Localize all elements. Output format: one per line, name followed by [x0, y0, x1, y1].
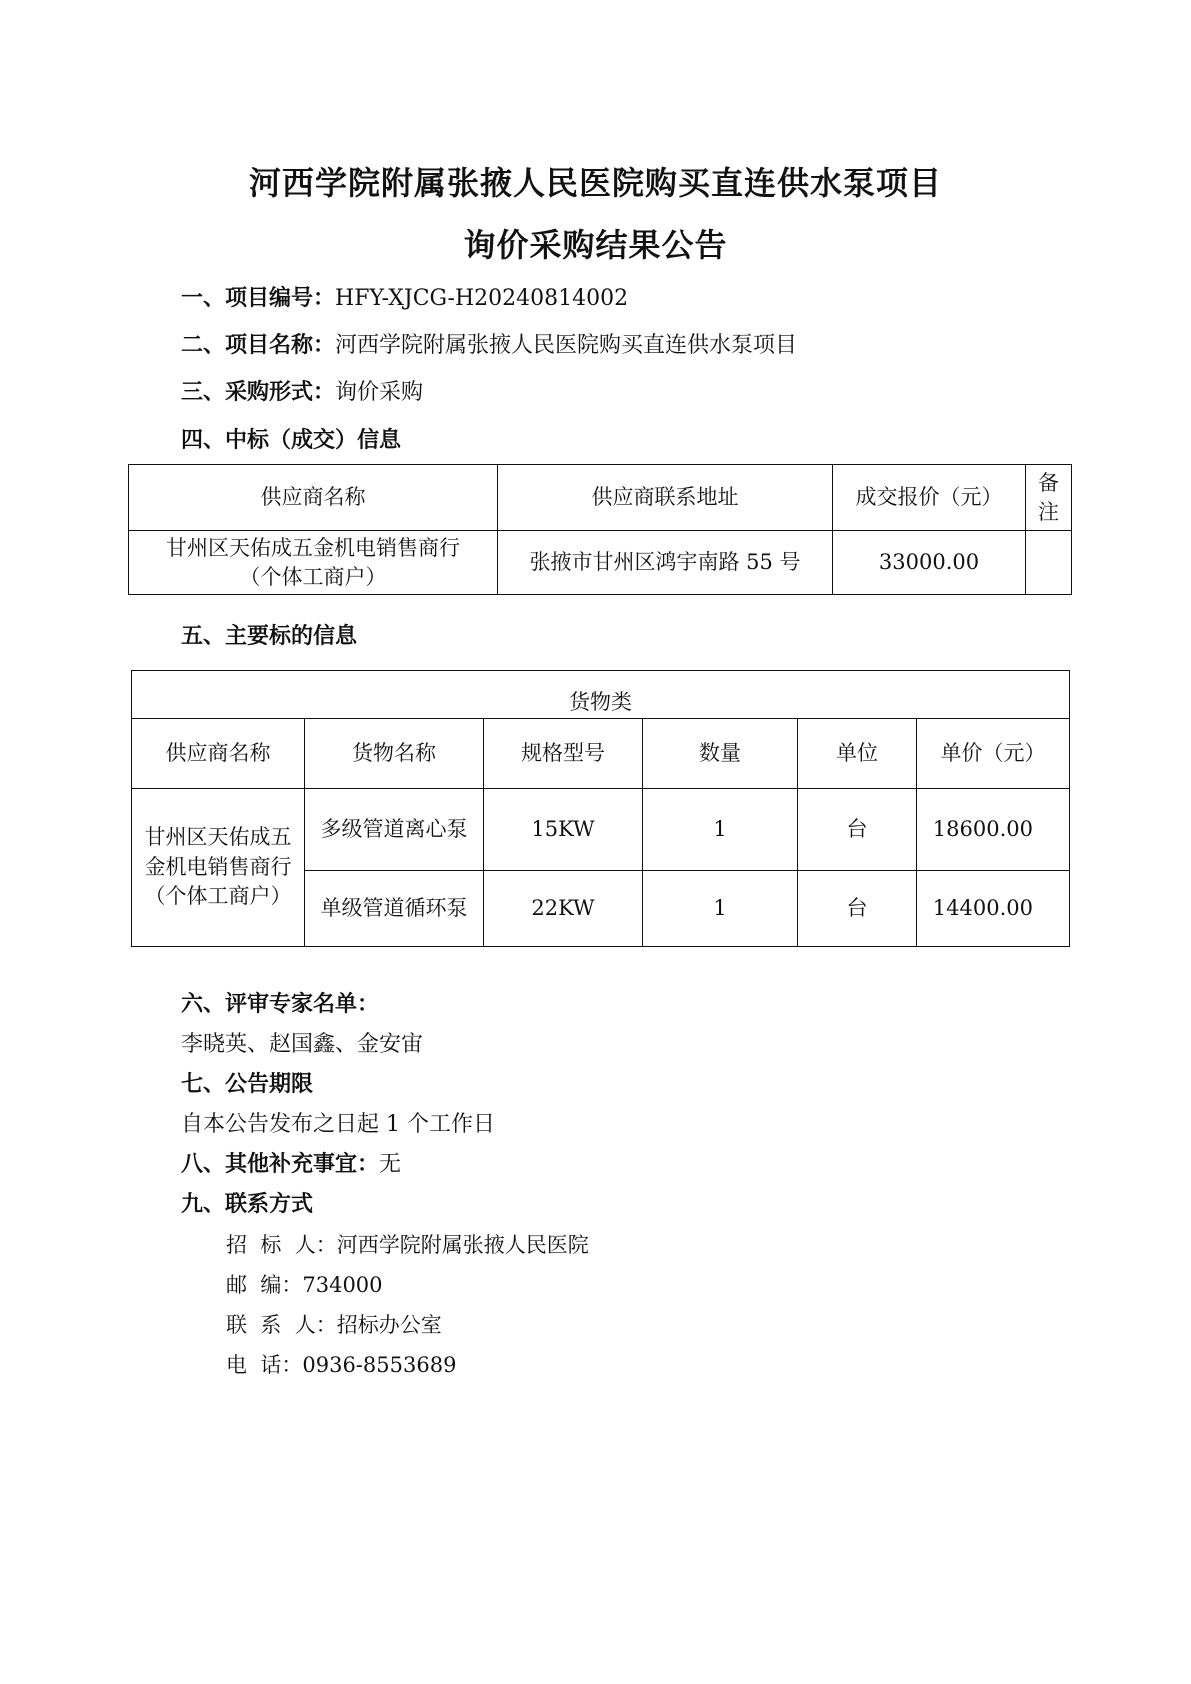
- goods-category-row: [132, 671, 1070, 719]
- project-name: [181, 328, 797, 359]
- contact-tenderer: [226, 1229, 589, 1259]
- award-header-address: 供应商联系地址: [498, 465, 833, 531]
- goods-supplier-line1: 甘州区天佑成五: [144, 825, 292, 850]
- other-matters-heading: 八、其他补充事宜：: [181, 1152, 380, 1177]
- award-header-price: 成交报价（元）: [833, 465, 1026, 531]
- goods-item-spec: 22KW: [484, 871, 643, 947]
- contact-tenderer-label: 招 标 人：: [226, 1233, 337, 1257]
- award-supplier-line1: 甘州区天佑成五金机电销售商行: [166, 536, 460, 561]
- project-name-value: 河西学院附属张掖人民医院购买直连供水泵项目: [335, 333, 798, 358]
- procurement-method-value: 询价采购: [335, 380, 424, 405]
- award-supplier-line2: （个体工商户）: [239, 564, 387, 589]
- goods-header-spec: 规格型号: [484, 719, 643, 789]
- goods-header-qty: 数量: [643, 719, 798, 789]
- contact-phone-value: 0936-8553689: [302, 1353, 457, 1377]
- goods-header-price: 单价（元）: [917, 719, 1070, 789]
- goods-header-supplier: 供应商名称: [132, 719, 305, 789]
- project-number: [181, 281, 628, 312]
- contact-person: [226, 1309, 442, 1339]
- notice-period-value: 自本公告发布之日起 1 个工作日: [181, 1112, 495, 1137]
- award-table-row: [129, 531, 1072, 595]
- page-title-line2: 询价采购结果公告: [463, 226, 728, 264]
- award-header-note: 备注: [1026, 465, 1072, 531]
- procurement-method-heading: 三、采购形式：: [181, 380, 336, 405]
- contact-phone: [226, 1349, 456, 1379]
- contact-tenderer-value: 河西学院附属张掖人民医院: [336, 1233, 589, 1257]
- contact-person-value: 招标办公室: [336, 1313, 442, 1337]
- contact-postcode: [226, 1269, 383, 1299]
- other-matters: [181, 1147, 401, 1178]
- expert-list-heading-text: 六、评审专家名单：: [181, 992, 380, 1017]
- main-subject-heading-text: 五、主要标的信息: [181, 624, 358, 649]
- award-table: [128, 464, 1072, 595]
- goods-item-name: 多级管道离心泵: [305, 789, 484, 871]
- procurement-method: [181, 375, 423, 406]
- expert-list-heading: [181, 987, 379, 1018]
- award-table-header-row: [129, 465, 1072, 531]
- notice-period-heading: [181, 1067, 313, 1098]
- goods-item-qty: 1: [643, 871, 798, 947]
- expert-list-value: 李晓英、赵国鑫、金安宙: [181, 1032, 424, 1057]
- main-subject-heading: [181, 619, 357, 650]
- goods-item-spec: 15KW: [484, 789, 643, 871]
- goods-row: [132, 789, 1070, 871]
- award-address-cell: 张掖市甘州区鸿宇南路 55 号: [498, 531, 833, 595]
- goods-header-row: [132, 719, 1070, 789]
- award-price-cell: 33000.00: [833, 531, 1026, 595]
- goods-item-price: 14400.00: [917, 871, 1070, 947]
- goods-category-cell: 货物类: [132, 671, 1070, 719]
- goods-item-qty: 1: [643, 789, 798, 871]
- project-name-heading: 二、项目名称：: [181, 333, 336, 358]
- goods-table: [131, 670, 1070, 947]
- goods-item-unit: 台: [798, 871, 917, 947]
- contact-heading: [181, 1187, 313, 1218]
- award-note-cell: [1026, 531, 1072, 595]
- goods-header-unit: 单位: [798, 719, 917, 789]
- project-number-value: HFY-XJCG-H20240814002: [335, 286, 629, 311]
- contact-heading-text: 九、联系方式: [181, 1192, 314, 1217]
- notice-period-heading-text: 七、公告期限: [181, 1072, 314, 1097]
- award-info-heading: [181, 423, 401, 454]
- goods-supplier-line2: 金机电销售商行: [144, 854, 292, 879]
- contact-person-label: 联 系 人：: [226, 1313, 337, 1337]
- goods-item-name: 单级管道循环泵: [305, 871, 484, 947]
- goods-supplier-line3: （个体工商户）: [144, 884, 292, 909]
- award-header-supplier: 供应商名称: [129, 465, 498, 531]
- other-matters-value: 无: [379, 1152, 402, 1177]
- goods-item-unit: 台: [798, 789, 917, 871]
- contact-postcode-value: 734000: [302, 1273, 383, 1297]
- project-number-heading: 一、项目编号：: [181, 286, 336, 311]
- goods-supplier-cell: [132, 789, 305, 947]
- page-title-line1: 河西学院附属张掖人民医院购买直连供水泵项目: [248, 164, 942, 202]
- goods-item-price: 18600.00: [917, 789, 1070, 871]
- award-info-heading-text: 四、中标（成交）信息: [181, 428, 402, 453]
- goods-header-name: 货物名称: [305, 719, 484, 789]
- contact-phone-label: 电 话：: [226, 1353, 303, 1377]
- award-supplier-cell: [129, 531, 498, 595]
- contact-postcode-label: 邮 编：: [226, 1273, 303, 1297]
